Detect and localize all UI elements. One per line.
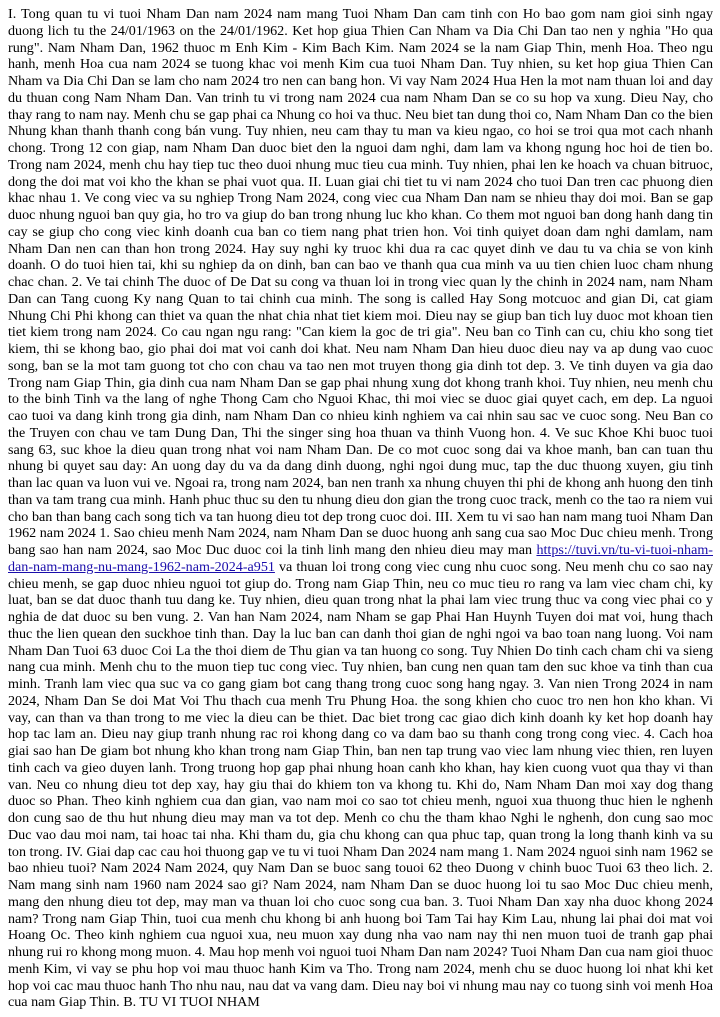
article-link[interactable]: https://tuvi.vn/tu-vi-tuoi-nham-dan-nam-mang-nu-mang-1962-nam-2024-a951 <box>8 542 713 575</box>
article-text-part-2: va thuan loi trong cong viec cung nhu cuoc song. Neu menh chu co sao nay chieu menh, se gap duoc nhieu nguoi tot giup do. Trong nam Giap Thin, neu co muc tieu ro rang va lam viec cham chi, ky luat, ban se dat duoc thanh tuu dang ke. Tuy nhien, dieu quan trong nhat la phai lam viec trung thuc va cong viec phai co y nghia de dat duoc su ben vung. 2. Van han Nam 2024, nam Nham se gap Phai Han Huynh Tuyen doi mat voi, hung thach thuc the lien quean den suckhoe tinh than. Day la luc ban can danh thoi gian de nghi ngoi va bao toan nang luong. Voi nam Nham Dan Tuoi 63 duoc Coi La the thoi diem de Thu gian va tan huong co song. Tuy Nhien Do tinh cach cham chi va sieng nang cua minh. Menh chu to the muon tiep tuc cong viec. Tuy nhien, ban cung nen quan tam den suc khoe va tinh than cua minh. Tranh lam viec qua suc va co gang giam bot cang thang trong cuoc song hang ngay. 3. Van nien Trong 2024 in nam 2024, Nham Dan Se doi Mat Voi Thu thach cua menh Tru Phung Hoa. the song khien cho cuoc tro nen hon kho khan. Vi vay, can than va than trong to me viec la dieu can be thiet. Dac biet trong cac giao dich kinh doanh ky ket hop doanh hay hop tac lam an. Dieu nay giup tranh nhung rac roi khong dang co va dam bao su thanh cong trong cong viec. 4. Cach hoa giai sao han De giam bot nhung kho khan trong nam Giap Thin, ban nen tap trung vao viec lam nhung viec thien, ren luyen tinh cach va gieo duyen lanh. Trong truong hop gap phai nhung hoan canh kho khan, hay kien cuong vuot qua thay vi than van. Neu co nhung dieu tot dep xay, hay giu thai do khiem ton va khong tu. Khi do, Nam Nham Dan moi xay dog thang duoc so Phan. Theo kinh nghiem cua dan gian, vao nam moi co sao tot chieu menh, nguoi xua thuong thuc hien le nghenh don cung sao de thu hut nhung dieu may man va tot dep. Menh co chu the tham khao Nghi le nghenh, don cung sao moc Duc vao dau moi nam, tai hoac tai nha. Khi tham du, gia chu khong can qua phuc tap, quan trong la long thanh kinh va su ton trong. IV. Giai dap cac cau hoi thuong gap ve tu vi tuoi Nham Dan 2024 nam mang 1. Nam 2024 nguoi sinh nam 1962 se bao nhieu tuoi? Nam 2024 Nam 2024, quy Nam Dan se buoc sang touoi 62 theo Duong v chinh buoc Tuoi 63 theo lich. 2. Nam mang sinh nam 1960 nam 2024 sao gi? Nam 2024, nam Nham Dan se duoc huong loi tu sao Moc Duc chieu menh, mang den nhung dieu tot dep, may man va thuan loi cho cuoc song cua ban. 3. Tuoi Nham Dan xay nha duoc khong 2024 nam? Trong nam Giap Thin, tuoi cua menh chu khong bi anh huong boi Tam Tai hay Kim Lau, nhung lai phai doi mat voi Hoang Oc. Theo kinh nghiem cua nguoi xua, neu muon xay dung nha vao nam nay thi nen muon tuoi de tranh gap phai nhung rui ro khong mong muon. 4. Mau hop menh voi nguoi tuoi Nham Dan nam 2024? Tuoi Nham Dan cua nam gioi thuoc menh Kim, vi vay se phu hop voi mau thuoc hanh Kim va Tho. Trong nam 2024, menh chu se duoc huong loi nhat khi ket hop voi cac mau thuoc hanh Tho nhu nau, nau dat va vang dam. Dieu nay boi vi nhung mau nay co tuong sinh voi menh Hoa cua nam Giap Thin. B. TU VI TUOI NHAM <box>8 558 714 1011</box>
article-text-part-1: I. Tong quan tu vi tuoi Nham Dan nam 2024 nam mang Tuoi Nham Dan cam tinh con Ho bao gom nam gioi sinh ngay duong lich tu the 24/01/1963 on the 24/01/1962. Ket hop giua Thien Can Nham va Dia Chi Dan tao nen y nghia "Ho qua rung". Nam Nham Dan, 1962 thuoc m Enh Kim - Kim Bach Kim. Nam 2024 se la nam Giap Thin, menh Hoa. Theo ngu hanh, menh Hoa cua nam 2024 se tuong khac voi menh Kim cua tuoi Nham Dan. Tuy nhien, su ket hop giua Thien Can Nham va Dia Chi Dan se lam cho nam 2024 tro nen can bang hon. Vi vay Nam 2024 Hua Hen la mot nam thuan loi and day du thuan cong Nam Nham Dan. Van trinh tu vi trong nam 2024 cua nam Nham Dan se co su hop va xung. Dieu Nay, cho thay rang to nam nay. Menh chu se gap phai ca Nhung co hoi va thuc. Neu biet tan dung thoi co, Nam Nham Dan co the bien Nhung khan thanh thanh cong bán vung. Tuy nhien, neu cam thay tu man va kieu ngao, co hoi se troi qua mot cach nhanh chong. Trong 12 con giap, nam Nham Dan duoc biet den la nguoi dam nghi, dam lam va khong ngung hoc hoi de tien bo. Trong nam 2024, menh chu hay tiep tuc theo duoi nhung muc tieu cua minh. Tuy nhien, phai len ke hoach va chuan bitruoc, dong the doi mat voi kho the khan se phai vuot qua. II. Luan giai chi tiet tu vi nam 2024 cho tuoi Dan tren cac phuong dien khac nhau 1. Ve cong viec va su nghiep Trong Nam 2024, cong viec cua Nham Dan nam se nhieu thay doi moi. Ban se gap duoc nhung nguoi ban quy gia, ho tro va giup do ban trong nhung luc kho khan. Co them mot nguoi ban dong hanh dang tin cay se giup cho cong viec kinh doanh cua ban co tiem nang phat trien hon. Voi tinh quiyet doan dam nghi damlam, nam Nham Dan nen can than hon trong 2024. Hay suy nghi ky truoc khi dua ra cac quyet dinh ve dau tu va chia se von kinh doanh. O do tuoi hien tai, khi su nghiep da on dinh, ban can bao ve thanh qua cua minh va uu tien chien luoc cham nhung chac chan. 2. Ve tai chinh The duoc of De Dat su cong va thuan loi in trong viec quan ly the chinh in 2024 nam, nam Nham Dan can Tang cuong Ky nang Quan to tai chinh cua minh. The song is called Hay Song motcuoc and gian Di, cat giam Nhung Chi Phi khong can thiet va quan the nhat chia nhat tiet kiem moi. Dieu nay se giup ban tich luy duoc mot khoan tien tiet kiem trong nam 2024. Co cau ngan ngu rang: "Can kiem la goc de tri gia". Neu ban co Tinh can cu, chiu kho song tiet kiem, thi se khong bao, gio phai doi mat voi canh doi khat. Neu nam Nham Dan hieu duoc dieu nay va ap dung vao cuoc song, ban se la mot tam guong tot cho con chau va tao nen mot truyen thong gia dinh tot dep. 3. Ve tinh duyen va gia dao Trong nam Giap Thin, gia dinh cua nam Nham Dan se gap phai nhung xung dot khong tranh khoi. Tuy nhien, neu menh chu to the binh Tinh va the lang of nghe Thong Cam cho Nguoi Khac, thi moi viec se duoc giai quyet cach, em dep. La nguoi cao tuoi va dang kinh trong gia dinh, nam Nham Dan co nhieu kinh nghiem va cai nhin sau sac ve cuoc song. Neu Ban co the Truyen con chau ve tam Dung Dan, Thi the singer sing hoa thuan va thinh Vuong hon. 4. Ve suc Khoe Khi buoc tuoi sang 63, suc khoe la dieu quan trong nhat voi nam Nham Dan. De co mot cuoc song dai va khoe manh, ban can tuan thu nhung bi quyet sau day: An uong day du va da dang dinh duong, nghi ngoi dung muc, tap the duc thuong xuyen, giu tinh than lac quan va luon vui ve. Ngoai ra, trong nam 2024, ban nen tranh xa nhung chuyen thi phi de khong anh huong den tinh than va tam trang cua minh. Hanh phuc thuc su den tu nhung dieu don gian the trong cuoc track, menh co the tao ra niem vui cho ban than bang cach song tich va tan huong dieu tot dep trong cuoc doi. III. Xem tu vi sao han nam mang tuoi Nham Dan 1962 nam 2024 1. Sao chieu menh Nam 2024, nam Nham Dan se duoc huong anh sang cua sao Moc Duc chieu menh. Trong bang sao han nam 2024, sao Moc Duc duoc coi la tinh linh mang den nhieu dieu may man <box>8 6 713 558</box>
